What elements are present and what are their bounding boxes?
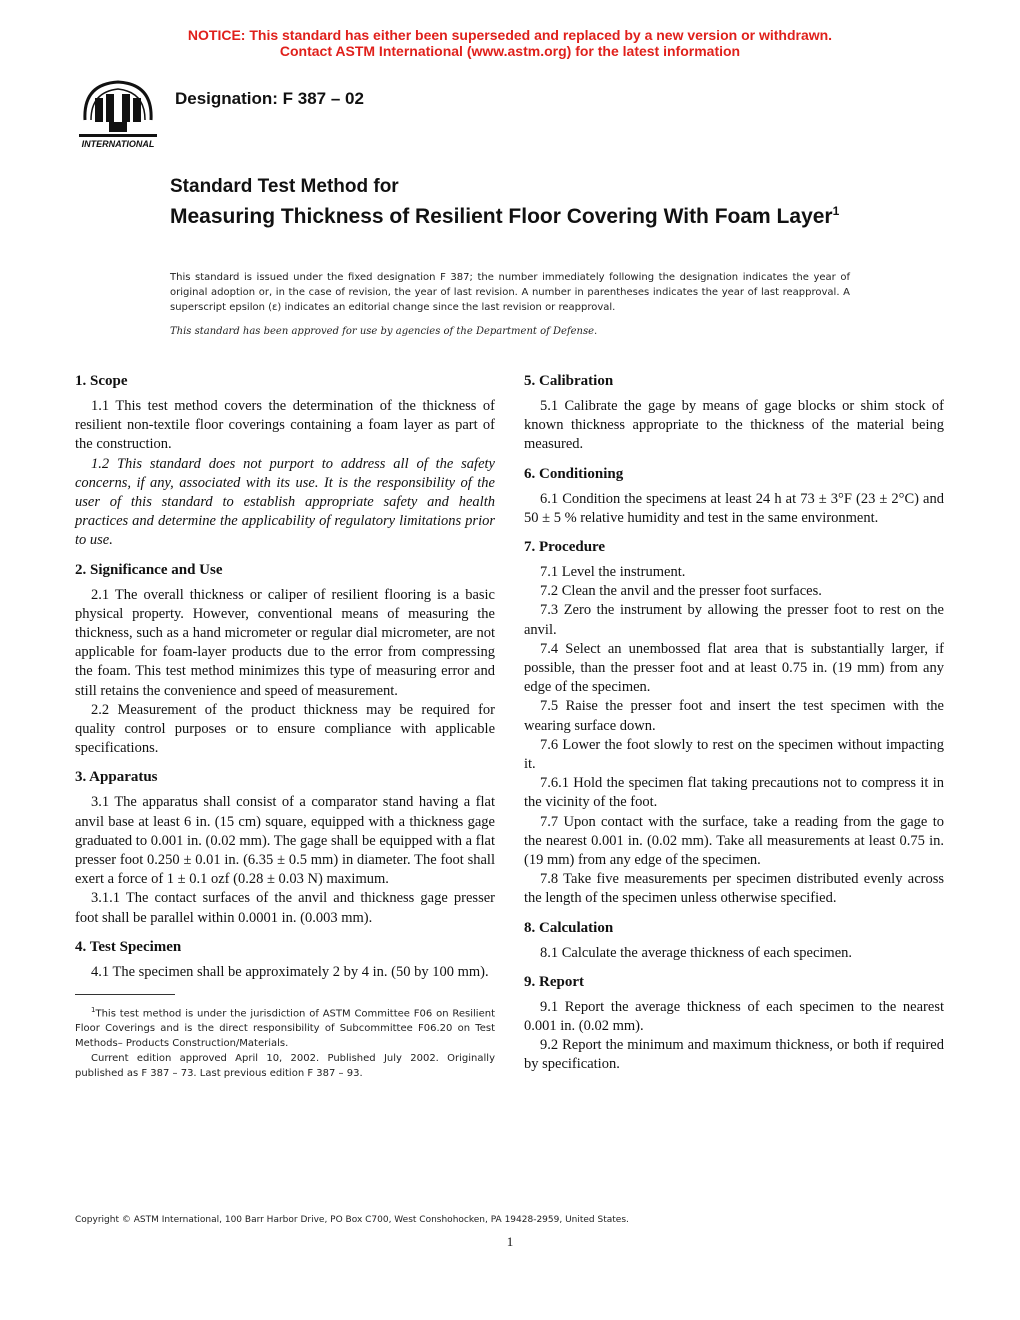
section-conditioning — [524, 465, 944, 528]
footnote — [75, 1003, 495, 1051]
paragraph: 3.1 The apparatus shall consist of a comparator stand having a flat anvil base at least 6 in. (15 cm) square, equipped with a thickness gage graduated to 0.001 in. (0.02 mm). The gage shall be equipped with a flat presser foot 0.250 ± 0.01 in. (6.35 ± 0.5 mm) in diameter. The foot shall exert a force of 1 ± 0.1 ozf (0.28 ± 0.03 N) maximum. — [75, 794, 495, 888]
section-heading: 2. Significance and Use — [75, 561, 223, 578]
left-column — [75, 372, 495, 1081]
paragraph: 7.6.1 Hold the specimen flat taking precautions not to compress it in the vicinity of the foot. — [524, 775, 944, 811]
section-heading: 1. Scope — [75, 373, 128, 389]
designation: Designation: F 387 – 02 — [175, 89, 364, 108]
notice-line-1: NOTICE: This standard has either been superseded and replaced by a new version or withdrawn. — [187, 27, 833, 43]
paragraph: 7.8 Take five measurements per specimen distributed evenly across the length of the specimen unless otherwise specified. — [524, 871, 944, 907]
section-apparatus — [75, 768, 495, 927]
paragraph: 9.1 Report the average thickness of each specimen to the nearest 0.001 in. (0.02 mm). — [524, 998, 944, 1035]
section-scope — [75, 372, 495, 551]
astm-logo-icon — [75, 76, 161, 152]
footnote-edition: Current edition approved April 10, 2002. Published July 2002. Originally published as F 387 – 73. Last previous edition F 387 – 93. — [75, 1053, 495, 1080]
paragraph: 2.1 The overall thickness or caliper of resilient flooring is a basic physical property. However, conventional means of measuring the thickness, such as a hand micrometer or regular dial micrometer, are not applicable for foam-layer products due to the error from compressing the foam. This test method minimizes this type of measuring error and still retains the convenience and speed of measurement. — [75, 586, 495, 699]
paragraph: 5.1 Calibrate the gage by means of gage blocks or shim stock of known thickness appropriate to the thickness of the material being measured. — [524, 398, 944, 453]
astm-logo — [75, 76, 161, 152]
title-block — [170, 176, 870, 230]
document-title — [170, 198, 870, 230]
paragraph: 7.4 Select an unembossed flat area that is substantially larger, if possible, than the presser foot and at least 0.75 in. (19 mm) from any edge of the specimen. — [524, 640, 944, 696]
notice-line-2: Contact ASTM International (www.astm.org) for the latest information — [279, 43, 741, 59]
section-heading: 8. Calculation — [524, 919, 614, 936]
section-heading: 3. Apparatus — [75, 769, 158, 786]
section-test-specimen — [75, 938, 495, 982]
paragraph: 9.2 Report the minimum and maximum thickness, or both if required by specification. — [524, 1037, 944, 1073]
issued-note: This standard is issued under the fixed designation F 387; the number immediately following the designation indicates the year of original adoption or, in the case of revision, the year of last revision. A number in parentheses indicates the year of last reapproval. A superscript epsilon (ε) indicates an editorial change since the last revision or reapproval. — [170, 272, 850, 313]
title-footnote-mark: 1 — [832, 204, 840, 218]
section-heading: 7. Procedure — [524, 539, 606, 556]
section-heading: 4. Test Specimen — [75, 938, 182, 955]
paragraph: 4.1 The specimen shall be approximately 2 by 4 in. (50 by 100 mm). — [91, 963, 489, 980]
approved-note: This standard has been approved for use by agencies of the Department of Defense. — [170, 326, 598, 337]
section-report — [524, 973, 944, 1075]
paragraph: 7.2 Clean the anvil and the presser foot surfaces. — [540, 583, 822, 600]
paragraph: 7.3 Zero the instrument by allowing the presser foot to rest on the anvil. — [524, 602, 944, 638]
paragraph: 7.5 Raise the presser foot and insert the test specimen with the wearing surface down. — [524, 698, 944, 734]
paragraph: 2.2 Measurement of the product thickness may be required for quality control purposes or to ensure compliance with applicable specifications. — [75, 701, 495, 757]
section-heading: 6. Conditioning — [524, 465, 624, 482]
section-heading: 5. Calibration — [524, 373, 614, 389]
copyright: Copyright © ASTM International, 100 Barr Harbor Drive, PO Box C700, West Conshohocken, PA 19428-2959, United States. — [75, 1215, 629, 1225]
paragraph: 7.1 Level the instrument. — [540, 564, 686, 581]
paragraph: 1.1 This test method covers the determination of the thickness of resilient non-textile floor coverings containing a foam layer as part of the construction. — [75, 398, 495, 453]
right-column — [524, 372, 944, 1085]
svg-text:INTERNATIONAL: INTERNATIONAL — [81, 139, 155, 149]
section-calibration — [524, 372, 944, 455]
paragraph: 7.6 Lower the foot slowly to rest on the specimen without impacting it. — [524, 736, 944, 773]
page-number: 1 — [506, 1234, 514, 1249]
paragraph: 7.7 Upon contact with the surface, take a reading from the gage to the nearest 0.001 in. (0.02 mm). Take all measurements at least 0.75 in. (19 mm) from any edge of the specimen. — [524, 813, 944, 869]
title-prefix: Standard Test Method for — [170, 176, 399, 197]
section-heading: 9. Report — [524, 973, 584, 990]
supersede-notice — [0, 27, 1020, 59]
section-procedure — [524, 538, 944, 909]
paragraph: 6.1 Condition the specimens at least 24 h at 73 ± 3°F (23 ± 2°C) and 50 ± 5 % relative humidity and test in the same environment. — [524, 490, 944, 526]
footnote-mark: 1 — [91, 1006, 96, 1015]
paragraph-safety: 1.2 This standard does not purport to address all of the safety concerns, if any, associated with its use. It is the responsibility of the user of this standard to establish appropriate safety and health practices and determine the applicability of regulatory limitations prior to use. — [75, 455, 495, 549]
section-significance — [75, 561, 495, 759]
footnote-divider — [75, 994, 175, 995]
paragraph: 8.1 Calculate the average thickness of each specimen. — [540, 944, 853, 961]
section-calculation — [524, 919, 944, 963]
footnote-text: This test method is under the jurisdiction of ASTM Committee F06 on Resilient Floor Coverings and is the direct responsibility of Subcommittee F06.20 on Test Methods– Products Construction/Materials. — [75, 1008, 495, 1050]
title-main-text: Measuring Thickness of Resilient Floor Covering With Foam Layer — [170, 205, 833, 228]
paragraph: 3.1.1 The contact surfaces of the anvil and thickness gage presser foot shall be parallel within 0.0001 in. (0.003 mm). — [75, 890, 495, 926]
